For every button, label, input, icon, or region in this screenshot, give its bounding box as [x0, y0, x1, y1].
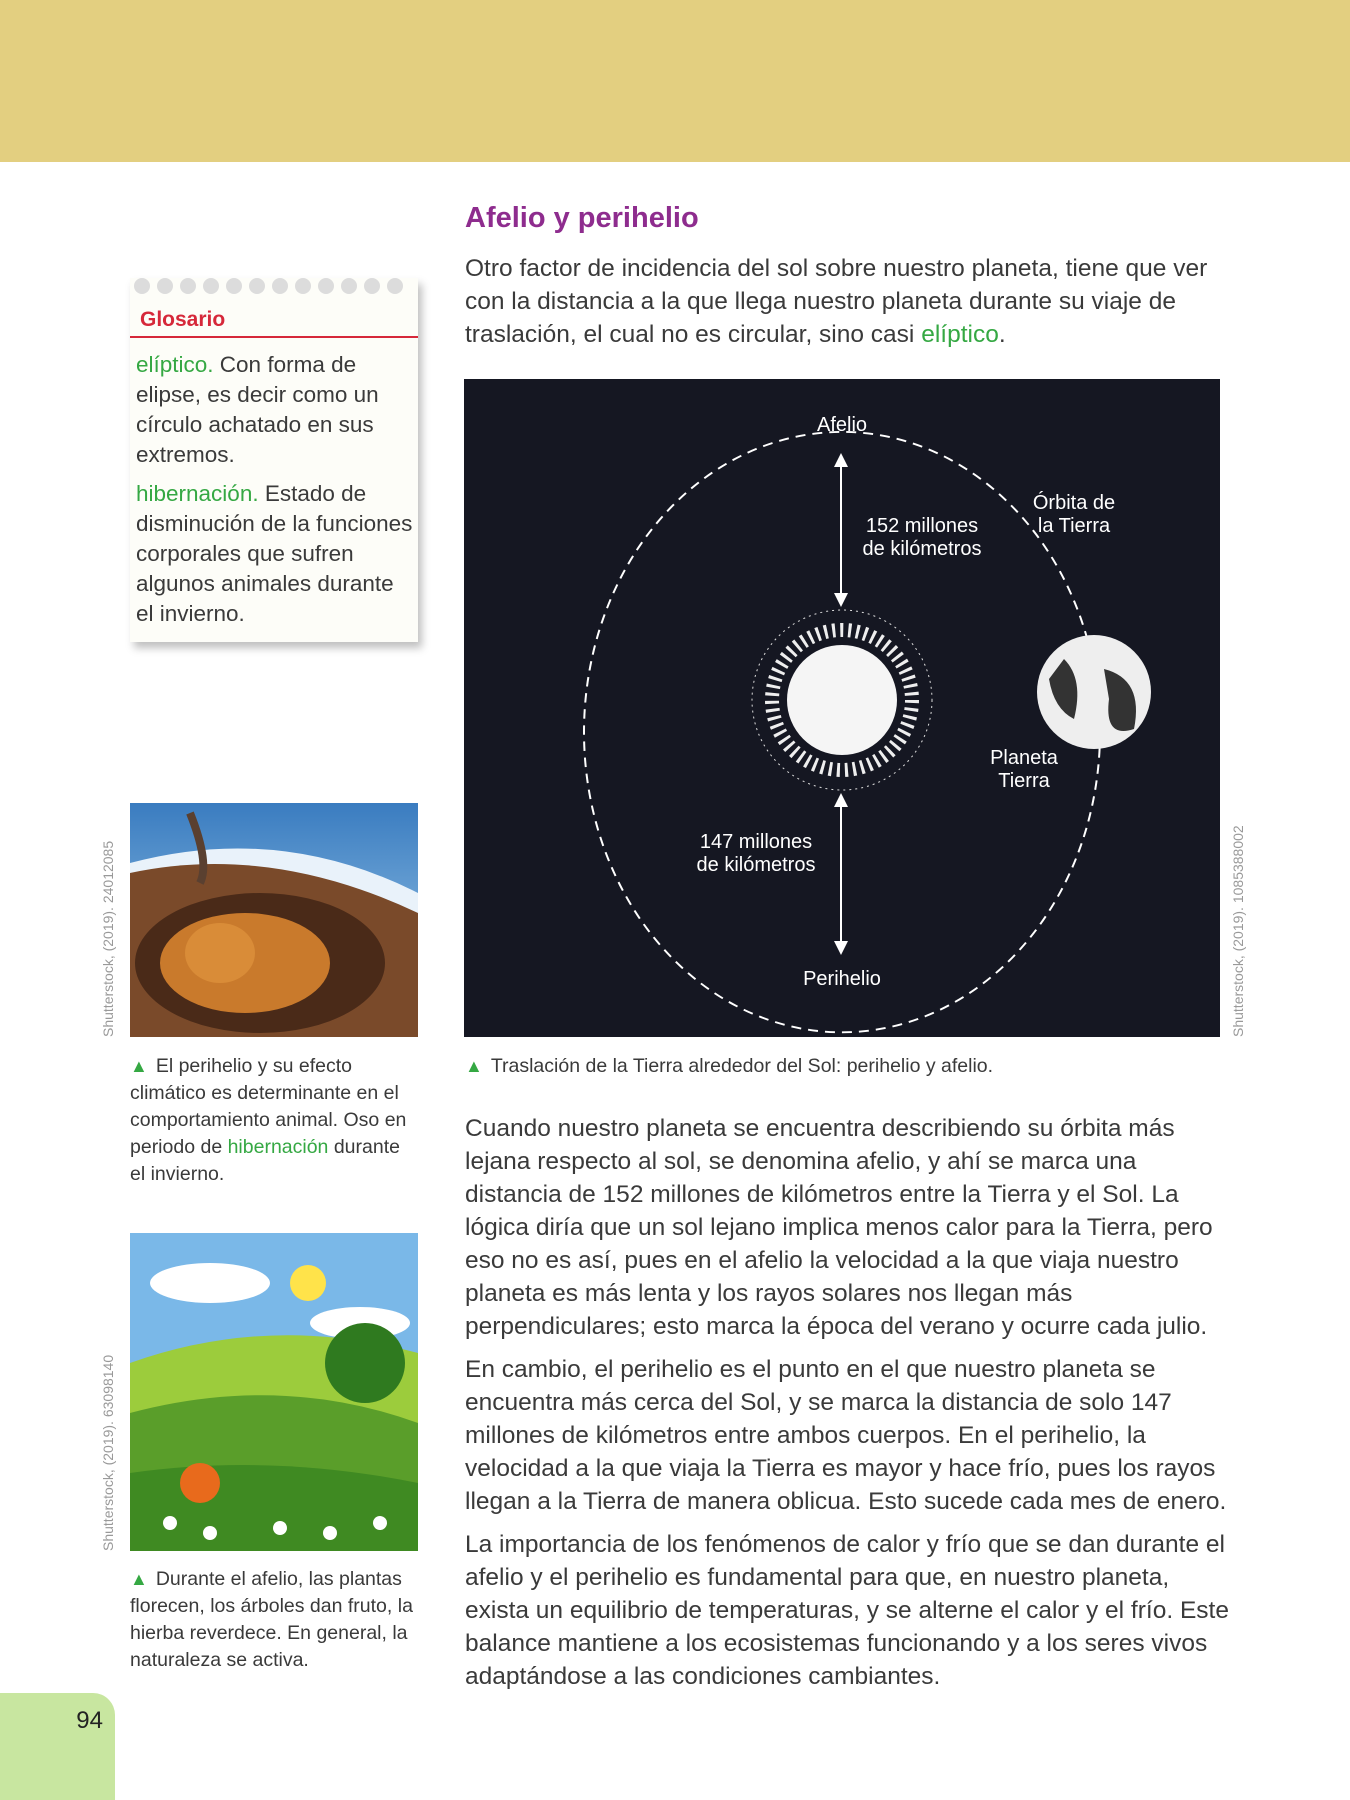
afelio-label: Afelio — [816, 414, 868, 436]
caption-term: hibernación — [227, 1136, 329, 1158]
spring-landscape-image — [130, 1233, 418, 1551]
diagram-credit: Shutterstock, (2019). 1085388002 — [1230, 825, 1246, 1037]
section-title: Afelio y perihelio — [465, 202, 699, 234]
intro-term: elíptico — [921, 321, 999, 348]
afelio-distance-label: 152 millones de kilómetros — [862, 515, 982, 560]
image-credit: Shutterstock, (2019). 63098140 — [100, 1354, 116, 1551]
spring-caption — [130, 1566, 420, 1674]
planet-label: Planeta Tierra — [990, 747, 1058, 792]
caption-text: Durante el afelio, las plantas florecen, los árboles dan fruto, la hierba reverdece. En general, la naturaleza se activa. — [130, 1568, 413, 1671]
page-number: 94 — [76, 1707, 103, 1734]
glossary-title: Glosario — [140, 308, 226, 331]
header-band — [0, 0, 1350, 162]
glossary-definition: Con forma de elipse, es decir como un círculo achatado en sus extremos. — [136, 352, 379, 467]
earth-icon — [1037, 635, 1151, 749]
triangle-icon: ▲ — [465, 1056, 483, 1076]
glossary-term: hibernación. — [136, 481, 259, 506]
paragraph: En cambio, el perihelio es el punto en el que nuestro planeta se encuentra más cerca del Sol, y se marca la distancia de solo 147 millones de kilómetros entre ambos cuerpos. En el perihelio, la velocidad a la que viaja la Tierra es mayor y hace frío, pues los rayos llegan a la Tierra de manera oblicua. Esto sucede cada mes de enero. — [465, 1356, 1227, 1515]
glossary-entry — [136, 479, 416, 629]
perihelio-distance-label: 147 millones de kilómetros — [696, 831, 816, 876]
paragraph: La importancia de los fenómenos de calor y frío que se dan durante el afelio y el perihelio es fundamental para que, en nuestro planeta, exista un equilibrio de temperaturas, y se alterne el calor y el frío. Este balance mantiene a los ecosistemas funcionando y a los seres vivos adaptándose a las condiciones cambiantes. — [465, 1531, 1229, 1690]
glossary-term: elíptico. — [136, 352, 214, 377]
glossary-box — [130, 278, 418, 642]
image-credit: Shutterstock, (2019). 24012085 — [100, 840, 116, 1037]
diagram-caption — [465, 1055, 993, 1078]
perihelio-label: Perihelio — [803, 968, 881, 990]
triangle-icon: ▲ — [130, 1569, 148, 1589]
bear-caption — [130, 1053, 420, 1188]
divider — [130, 336, 418, 338]
intro-text: Otro factor de incidencia del sol sobre nuestro planeta, tiene que ver con la distancia a la que llega nuestro planeta durante su viaje de traslación, el cual no es circular, sino casi — [465, 255, 1208, 348]
notepad-rings — [134, 278, 403, 294]
glossary-definition: Estado de disminución de la funciones corporales que sufren algunos animales durante el invierno. — [136, 481, 413, 626]
orbit-diagram — [464, 379, 1220, 1037]
caption-end: durante el invierno. — [130, 1136, 400, 1185]
sun-icon — [752, 610, 932, 790]
bear-hibernating-image — [130, 803, 418, 1037]
paragraph: Cuando nuestro planeta se encuentra describiendo su órbita más lejana respecto al sol, se denomina afelio, y ahí se marca una distancia de 152 millones de kilómetros entre la Tierra y el Sol. La lógica diría que un sol lejano implica menos calor para la Tierra, pero eso no es así, pues en el afelio la velocidad a la que viaja nuestro planeta es más lenta y los rayos solares nos llegan más perpendiculares; esto marca la época del verano y ocurre cada julio. — [465, 1115, 1213, 1340]
glossary-entry — [136, 350, 416, 470]
intro-paragraph — [465, 252, 1225, 351]
body-text — [465, 1112, 1230, 1703]
caption-text: Traslación de la Tierra alrededor del Sol: perihelio y afelio. — [490, 1055, 994, 1077]
orbit-label: Órbita de la Tierra — [1032, 492, 1116, 537]
triangle-icon: ▲ — [130, 1056, 148, 1076]
caption-text: El perihelio y su efecto climático es determinante en el comportamiento animal. Oso en periodo de — [130, 1055, 407, 1158]
intro-end: . — [998, 321, 1006, 348]
page-number-tab — [0, 1693, 115, 1800]
